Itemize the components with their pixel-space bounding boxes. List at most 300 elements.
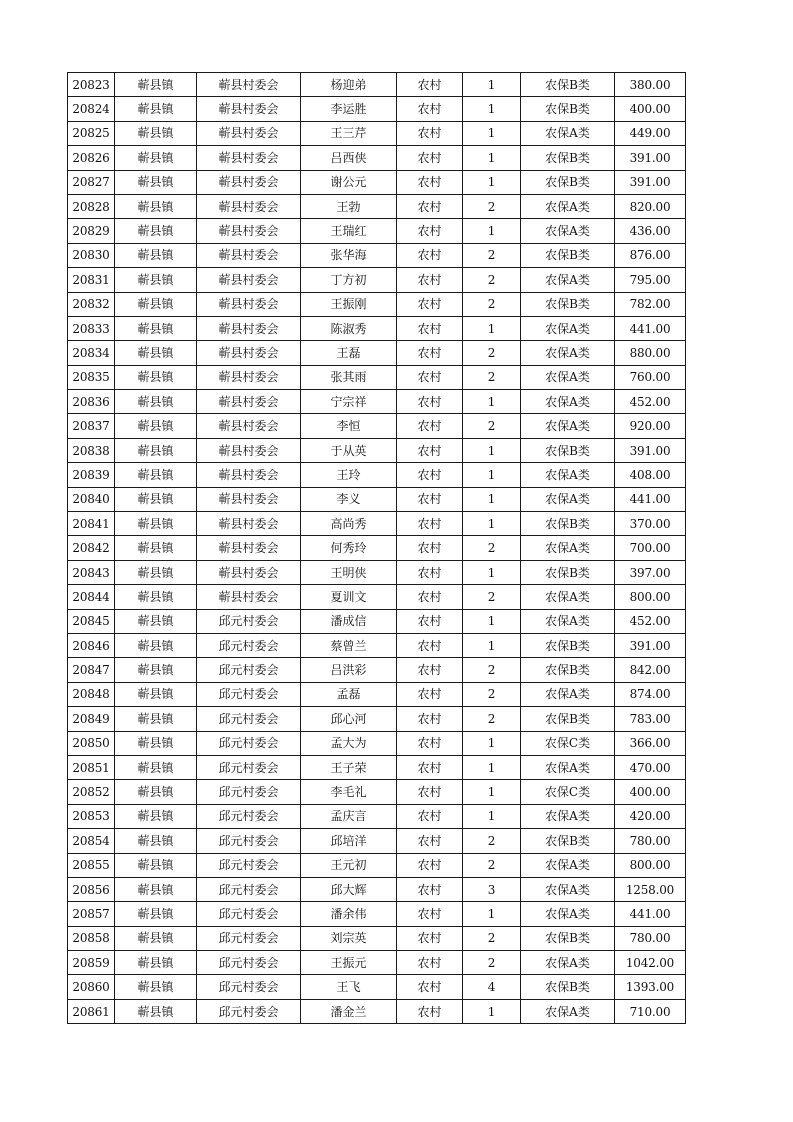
cell-count: 2 (463, 243, 521, 267)
cell-name: 孟庆言 (301, 804, 397, 828)
cell-village: 蕲县村委会 (197, 365, 301, 389)
cell-id: 20850 (68, 731, 115, 755)
cell-village: 蕲县村委会 (197, 243, 301, 267)
cell-count: 1 (463, 121, 521, 145)
cell-category: 农保A类 (521, 390, 615, 414)
cell-amount: 452.00 (615, 390, 686, 414)
cell-town: 蕲县镇 (115, 341, 197, 365)
cell-village: 邱元村委会 (197, 926, 301, 950)
cell-id: 20827 (68, 170, 115, 194)
cell-name: 高尚秀 (301, 512, 397, 536)
cell-name: 邱培洋 (301, 829, 397, 853)
cell-town: 蕲县镇 (115, 170, 197, 194)
cell-count: 1 (463, 804, 521, 828)
cell-village: 邱元村委会 (197, 707, 301, 731)
cell-town: 蕲县镇 (115, 999, 197, 1023)
cell-village: 蕲县村委会 (197, 73, 301, 97)
table-row (68, 536, 686, 560)
cell-area: 农村 (397, 121, 463, 145)
cell-town: 蕲县镇 (115, 390, 197, 414)
table-row (68, 73, 686, 97)
cell-id: 20840 (68, 487, 115, 511)
cell-count: 1 (463, 731, 521, 755)
cell-town: 蕲县镇 (115, 682, 197, 706)
cell-village: 蕲县村委会 (197, 146, 301, 170)
cell-area: 农村 (397, 365, 463, 389)
cell-amount: 391.00 (615, 170, 686, 194)
cell-count: 2 (463, 268, 521, 292)
cell-name: 王振元 (301, 951, 397, 975)
cell-town: 蕲县镇 (115, 121, 197, 145)
cell-category: 农保B类 (521, 170, 615, 194)
cell-town: 蕲县镇 (115, 633, 197, 657)
cell-town: 蕲县镇 (115, 243, 197, 267)
cell-area: 农村 (397, 682, 463, 706)
cell-area: 农村 (397, 877, 463, 901)
cell-name: 孟磊 (301, 682, 397, 706)
cell-count: 1 (463, 219, 521, 243)
cell-town: 蕲县镇 (115, 560, 197, 584)
table-row (68, 926, 686, 950)
cell-id: 20858 (68, 926, 115, 950)
cell-category: 农保A类 (521, 365, 615, 389)
cell-count: 1 (463, 146, 521, 170)
cell-town: 蕲县镇 (115, 536, 197, 560)
cell-village: 蕲县村委会 (197, 316, 301, 340)
cell-category: 农保B类 (521, 560, 615, 584)
cell-name: 王飞 (301, 975, 397, 999)
cell-name: 夏训文 (301, 585, 397, 609)
cell-category: 农保A类 (521, 682, 615, 706)
cell-name: 潘金兰 (301, 999, 397, 1023)
cell-id: 20841 (68, 512, 115, 536)
table-row (68, 682, 686, 706)
cell-count: 2 (463, 585, 521, 609)
cell-category: 农保A类 (521, 853, 615, 877)
cell-id: 20855 (68, 853, 115, 877)
cell-town: 蕲县镇 (115, 414, 197, 438)
cell-village: 蕲县村委会 (197, 292, 301, 316)
cell-category: 农保B类 (521, 97, 615, 121)
table-row (68, 853, 686, 877)
cell-count: 1 (463, 512, 521, 536)
cell-amount: 380.00 (615, 73, 686, 97)
cell-name: 邱大辉 (301, 877, 397, 901)
cell-area: 农村 (397, 292, 463, 316)
cell-town: 蕲县镇 (115, 658, 197, 682)
cell-town: 蕲县镇 (115, 292, 197, 316)
table-row (68, 194, 686, 218)
table-row (68, 390, 686, 414)
cell-village: 邱元村委会 (197, 975, 301, 999)
cell-village: 蕲县村委会 (197, 170, 301, 194)
cell-name: 王瑞红 (301, 219, 397, 243)
cell-id: 20852 (68, 780, 115, 804)
cell-area: 农村 (397, 487, 463, 511)
records-table (67, 72, 686, 1024)
cell-category: 农保B类 (521, 512, 615, 536)
cell-village: 邱元村委会 (197, 755, 301, 779)
cell-name: 何秀玲 (301, 536, 397, 560)
cell-count: 1 (463, 73, 521, 97)
cell-village: 蕲县村委会 (197, 512, 301, 536)
cell-amount: 842.00 (615, 658, 686, 682)
cell-count: 1 (463, 487, 521, 511)
cell-town: 蕲县镇 (115, 512, 197, 536)
cell-category: 农保B类 (521, 73, 615, 97)
table-row (68, 755, 686, 779)
cell-name: 谢公元 (301, 170, 397, 194)
cell-village: 邱元村委会 (197, 853, 301, 877)
cell-count: 1 (463, 755, 521, 779)
cell-amount: 1393.00 (615, 975, 686, 999)
cell-village: 蕲县村委会 (197, 219, 301, 243)
cell-count: 1 (463, 390, 521, 414)
table-row (68, 975, 686, 999)
cell-id: 20847 (68, 658, 115, 682)
cell-area: 农村 (397, 414, 463, 438)
cell-id: 20853 (68, 804, 115, 828)
cell-area: 农村 (397, 585, 463, 609)
cell-area: 农村 (397, 73, 463, 97)
cell-town: 蕲县镇 (115, 853, 197, 877)
cell-name: 刘宗英 (301, 926, 397, 950)
table-row (68, 707, 686, 731)
cell-category: 农保A类 (521, 755, 615, 779)
cell-name: 杨迎弟 (301, 73, 397, 97)
cell-area: 农村 (397, 951, 463, 975)
table-row (68, 146, 686, 170)
table-row (68, 268, 686, 292)
cell-name: 王振刚 (301, 292, 397, 316)
cell-name: 王磊 (301, 341, 397, 365)
cell-count: 2 (463, 292, 521, 316)
table-row (68, 97, 686, 121)
cell-id: 20844 (68, 585, 115, 609)
cell-amount: 820.00 (615, 194, 686, 218)
cell-count: 2 (463, 414, 521, 438)
cell-id: 20823 (68, 73, 115, 97)
table-row (68, 731, 686, 755)
cell-town: 蕲县镇 (115, 316, 197, 340)
cell-village: 邱元村委会 (197, 682, 301, 706)
cell-category: 农保A类 (521, 463, 615, 487)
cell-village: 蕲县村委会 (197, 585, 301, 609)
table-row (68, 219, 686, 243)
cell-amount: 370.00 (615, 512, 686, 536)
cell-area: 农村 (397, 194, 463, 218)
cell-area: 农村 (397, 146, 463, 170)
cell-name: 王三芹 (301, 121, 397, 145)
cell-id: 20848 (68, 682, 115, 706)
cell-town: 蕲县镇 (115, 194, 197, 218)
cell-category: 农保A类 (521, 316, 615, 340)
table-row (68, 658, 686, 682)
cell-amount: 783.00 (615, 707, 686, 731)
cell-village: 蕲县村委会 (197, 536, 301, 560)
cell-id: 20856 (68, 877, 115, 901)
cell-town: 蕲县镇 (115, 975, 197, 999)
cell-category: 农保A类 (521, 121, 615, 145)
cell-category: 农保B类 (521, 292, 615, 316)
cell-town: 蕲县镇 (115, 926, 197, 950)
cell-id: 20831 (68, 268, 115, 292)
cell-village: 邱元村委会 (197, 877, 301, 901)
cell-town: 蕲县镇 (115, 951, 197, 975)
table-row (68, 292, 686, 316)
cell-amount: 920.00 (615, 414, 686, 438)
cell-amount: 1258.00 (615, 877, 686, 901)
cell-count: 1 (463, 609, 521, 633)
cell-name: 孟大为 (301, 731, 397, 755)
cell-amount: 397.00 (615, 560, 686, 584)
cell-area: 农村 (397, 438, 463, 462)
cell-id: 20839 (68, 463, 115, 487)
cell-category: 农保A类 (521, 194, 615, 218)
cell-area: 农村 (397, 658, 463, 682)
cell-area: 农村 (397, 755, 463, 779)
table-row (68, 512, 686, 536)
cell-area: 农村 (397, 463, 463, 487)
cell-amount: 441.00 (615, 316, 686, 340)
cell-village: 邱元村委会 (197, 780, 301, 804)
cell-area: 农村 (397, 609, 463, 633)
cell-category: 农保C类 (521, 780, 615, 804)
cell-town: 蕲县镇 (115, 487, 197, 511)
cell-town: 蕲县镇 (115, 438, 197, 462)
cell-town: 蕲县镇 (115, 585, 197, 609)
cell-count: 1 (463, 902, 521, 926)
cell-category: 农保B类 (521, 438, 615, 462)
cell-area: 农村 (397, 268, 463, 292)
cell-amount: 710.00 (615, 999, 686, 1023)
cell-amount: 449.00 (615, 121, 686, 145)
cell-count: 2 (463, 536, 521, 560)
cell-name: 吕西侠 (301, 146, 397, 170)
cell-id: 20832 (68, 292, 115, 316)
cell-category: 农保B类 (521, 975, 615, 999)
table-row (68, 951, 686, 975)
cell-village: 蕲县村委会 (197, 463, 301, 487)
cell-category: 农保B类 (521, 926, 615, 950)
cell-village: 蕲县村委会 (197, 438, 301, 462)
cell-count: 2 (463, 682, 521, 706)
cell-area: 农村 (397, 853, 463, 877)
cell-amount: 874.00 (615, 682, 686, 706)
cell-town: 蕲县镇 (115, 829, 197, 853)
cell-category: 农保A类 (521, 999, 615, 1023)
cell-count: 1 (463, 316, 521, 340)
cell-category: 农保B类 (521, 633, 615, 657)
cell-category: 农保B类 (521, 829, 615, 853)
cell-town: 蕲县镇 (115, 463, 197, 487)
table-row (68, 341, 686, 365)
table-row (68, 609, 686, 633)
cell-area: 农村 (397, 243, 463, 267)
cell-name: 丁方初 (301, 268, 397, 292)
cell-id: 20860 (68, 975, 115, 999)
cell-name: 李运胜 (301, 97, 397, 121)
cell-id: 20857 (68, 902, 115, 926)
table-row (68, 463, 686, 487)
cell-id: 20824 (68, 97, 115, 121)
cell-id: 20836 (68, 390, 115, 414)
cell-count: 2 (463, 853, 521, 877)
cell-village: 邱元村委会 (197, 731, 301, 755)
cell-id: 20851 (68, 755, 115, 779)
cell-category: 农保A类 (521, 585, 615, 609)
cell-area: 农村 (397, 926, 463, 950)
cell-amount: 782.00 (615, 292, 686, 316)
cell-category: 农保A类 (521, 487, 615, 511)
cell-area: 农村 (397, 512, 463, 536)
cell-area: 农村 (397, 780, 463, 804)
cell-village: 邱元村委会 (197, 951, 301, 975)
cell-count: 2 (463, 951, 521, 975)
cell-amount: 391.00 (615, 146, 686, 170)
cell-amount: 780.00 (615, 829, 686, 853)
cell-town: 蕲县镇 (115, 609, 197, 633)
table-row (68, 316, 686, 340)
cell-village: 蕲县村委会 (197, 560, 301, 584)
cell-id: 20828 (68, 194, 115, 218)
cell-count: 1 (463, 999, 521, 1023)
table-row (68, 780, 686, 804)
cell-amount: 876.00 (615, 243, 686, 267)
table-row (68, 365, 686, 389)
cell-name: 王元初 (301, 853, 397, 877)
cell-village: 蕲县村委会 (197, 121, 301, 145)
cell-town: 蕲县镇 (115, 146, 197, 170)
cell-amount: 366.00 (615, 731, 686, 755)
cell-area: 农村 (397, 804, 463, 828)
cell-name: 王明侠 (301, 560, 397, 584)
table-row (68, 804, 686, 828)
cell-village: 蕲县村委会 (197, 97, 301, 121)
cell-id: 20843 (68, 560, 115, 584)
table-row (68, 999, 686, 1023)
cell-town: 蕲县镇 (115, 755, 197, 779)
cell-id: 20838 (68, 438, 115, 462)
cell-category: 农保A类 (521, 609, 615, 633)
cell-amount: 795.00 (615, 268, 686, 292)
cell-amount: 760.00 (615, 365, 686, 389)
cell-amount: 800.00 (615, 853, 686, 877)
cell-amount: 391.00 (615, 633, 686, 657)
cell-name: 李恒 (301, 414, 397, 438)
cell-town: 蕲县镇 (115, 268, 197, 292)
cell-count: 2 (463, 365, 521, 389)
table-body (68, 73, 686, 1024)
cell-id: 20849 (68, 707, 115, 731)
cell-village: 邱元村委会 (197, 999, 301, 1023)
cell-amount: 1042.00 (615, 951, 686, 975)
cell-town: 蕲县镇 (115, 365, 197, 389)
cell-name: 吕洪彩 (301, 658, 397, 682)
cell-area: 农村 (397, 97, 463, 121)
table-row (68, 438, 686, 462)
cell-category: 农保A类 (521, 414, 615, 438)
cell-village: 蕲县村委会 (197, 390, 301, 414)
table-row (68, 243, 686, 267)
cell-area: 农村 (397, 902, 463, 926)
table-row (68, 170, 686, 194)
cell-count: 1 (463, 170, 521, 194)
cell-amount: 441.00 (615, 902, 686, 926)
cell-count: 1 (463, 633, 521, 657)
cell-category: 农保A类 (521, 877, 615, 901)
table-row (68, 633, 686, 657)
cell-area: 农村 (397, 975, 463, 999)
cell-village: 邱元村委会 (197, 609, 301, 633)
cell-village: 邱元村委会 (197, 658, 301, 682)
cell-name: 潘成信 (301, 609, 397, 633)
table-row (68, 877, 686, 901)
cell-village: 蕲县村委会 (197, 487, 301, 511)
table-row (68, 585, 686, 609)
cell-area: 农村 (397, 633, 463, 657)
cell-id: 20859 (68, 951, 115, 975)
cell-count: 3 (463, 877, 521, 901)
cell-category: 农保A类 (521, 536, 615, 560)
cell-amount: 700.00 (615, 536, 686, 560)
cell-count: 2 (463, 829, 521, 853)
cell-name: 李义 (301, 487, 397, 511)
cell-id: 20825 (68, 121, 115, 145)
cell-id: 20837 (68, 414, 115, 438)
cell-category: 农保B类 (521, 243, 615, 267)
cell-category: 农保A类 (521, 219, 615, 243)
cell-name: 陈淑秀 (301, 316, 397, 340)
cell-count: 2 (463, 658, 521, 682)
cell-amount: 800.00 (615, 585, 686, 609)
cell-village: 邱元村委会 (197, 804, 301, 828)
cell-category: 农保B类 (521, 146, 615, 170)
cell-area: 农村 (397, 731, 463, 755)
cell-count: 4 (463, 975, 521, 999)
cell-village: 蕲县村委会 (197, 194, 301, 218)
cell-amount: 441.00 (615, 487, 686, 511)
cell-name: 于从英 (301, 438, 397, 462)
cell-amount: 420.00 (615, 804, 686, 828)
cell-amount: 400.00 (615, 780, 686, 804)
cell-count: 1 (463, 780, 521, 804)
cell-name: 李毛礼 (301, 780, 397, 804)
cell-category: 农保B类 (521, 707, 615, 731)
cell-area: 农村 (397, 560, 463, 584)
cell-id: 20833 (68, 316, 115, 340)
cell-area: 农村 (397, 536, 463, 560)
table-row (68, 902, 686, 926)
cell-amount: 780.00 (615, 926, 686, 950)
cell-name: 张华海 (301, 243, 397, 267)
cell-count: 2 (463, 194, 521, 218)
cell-town: 蕲县镇 (115, 804, 197, 828)
cell-category: 农保B类 (521, 658, 615, 682)
cell-town: 蕲县镇 (115, 707, 197, 731)
cell-name: 邱心河 (301, 707, 397, 731)
cell-id: 20835 (68, 365, 115, 389)
cell-area: 农村 (397, 316, 463, 340)
cell-amount: 408.00 (615, 463, 686, 487)
cell-id: 20845 (68, 609, 115, 633)
cell-count: 1 (463, 97, 521, 121)
cell-category: 农保A类 (521, 951, 615, 975)
cell-area: 农村 (397, 829, 463, 853)
cell-name: 蔡曾兰 (301, 633, 397, 657)
cell-id: 20842 (68, 536, 115, 560)
cell-id: 20830 (68, 243, 115, 267)
